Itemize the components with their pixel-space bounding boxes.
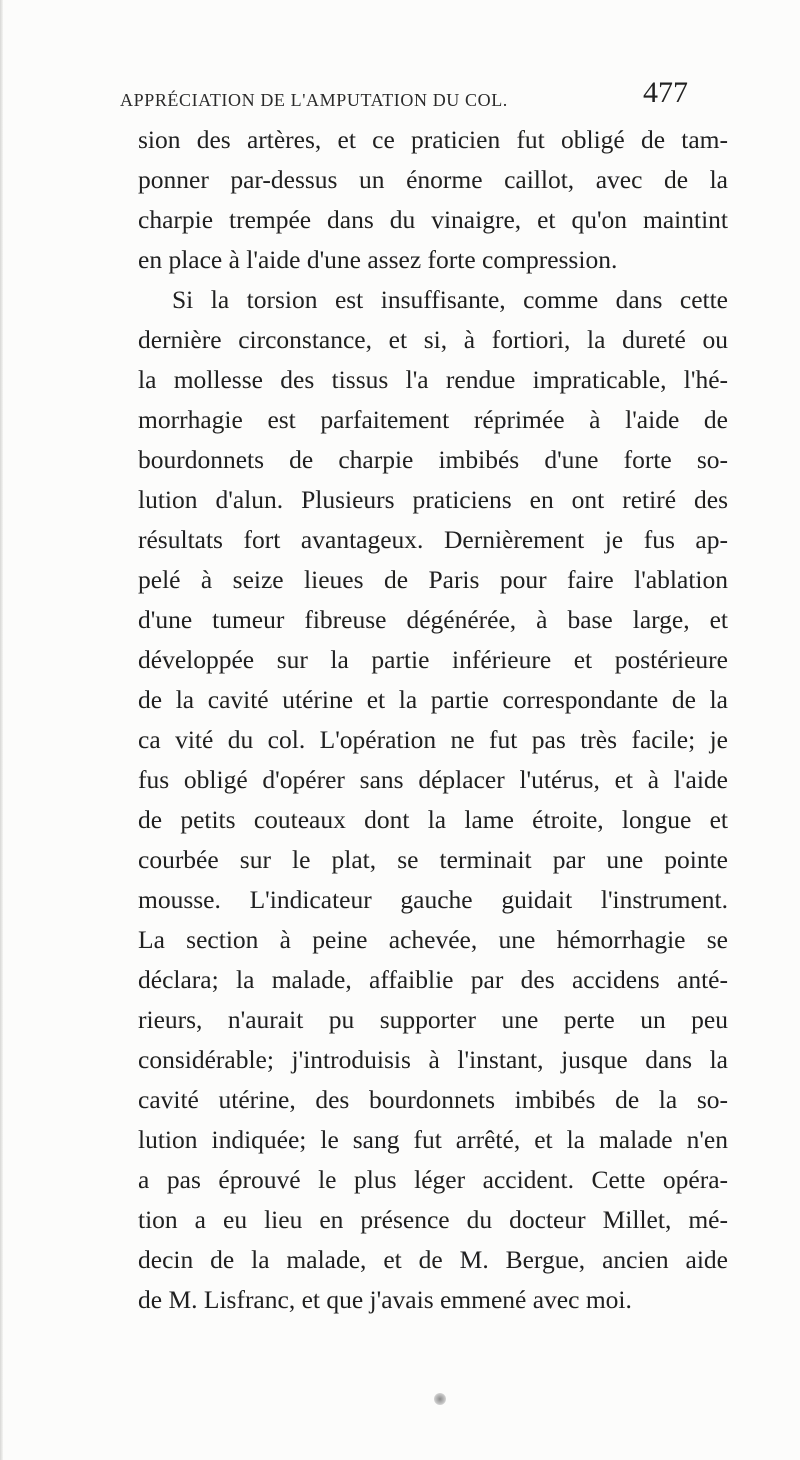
text-line: sion des artères, et ce praticien fut obligé de tam-	[138, 125, 728, 154]
text-line: La section à peine achevée, une hémorrhagie se	[138, 925, 728, 954]
text-line: ca vité du col. L'opération ne fut pas très facile; je	[138, 725, 728, 754]
text-line: a pas éprouvé le plus léger accident. Cette opéra-	[138, 1165, 728, 1194]
text-line: déclara; la malade, affaiblie par des accidens anté-	[138, 965, 728, 994]
text-line: fus obligé d'opérer sans déplacer l'utérus, et à l'aide	[138, 765, 728, 794]
text-line: la mollesse des tissus l'a rendue impraticable, l'hé-	[138, 365, 728, 394]
text-line: résultats fort avantageux. Dernièrement je fus ap-	[138, 525, 728, 554]
text-line: pelé à seize lieues de Paris pour faire l'ablation	[138, 565, 728, 594]
text-line: mousse. L'indicateur gauche guidait l'instrument.	[138, 885, 728, 914]
text-line: dernière circonstance, et si, à fortiori, la dureté ou	[138, 325, 728, 354]
page-number: 477	[643, 76, 688, 109]
page-edge-shadow	[0, 0, 3, 1460]
text-line: bourdonnets de charpie imbibés d'une forte so-	[138, 445, 728, 474]
text-line: cavité utérine, des bourdonnets imbibés de la so-	[138, 1085, 728, 1114]
text-line: Si la torsion est insuffisante, comme dans cette	[172, 285, 728, 314]
text-line: decin de la malade, et de M. Bergue, ancien aide	[138, 1245, 728, 1274]
text-line: charpie trempée dans du vinaigre, et qu'on maintint	[138, 205, 728, 234]
text-line: tion a eu lieu en présence du docteur Millet, mé-	[138, 1205, 728, 1234]
text-line: courbée sur le plat, se terminait par une pointe	[138, 845, 728, 874]
text-line: développée sur la partie inférieure et postérieure	[138, 645, 728, 674]
page-header	[120, 76, 688, 116]
running-head: APPRÉCIATION DE L'AMPUTATION DU COL.	[120, 90, 508, 110]
body-text	[138, 120, 728, 1320]
ink-spot	[434, 1393, 446, 1405]
text-line: ponner par-dessus un énorme caillot, avec de la	[138, 165, 728, 194]
text-line: d'une tumeur fibreuse dégénérée, à base large, et	[138, 605, 728, 634]
text-line: de petits couteaux dont la lame étroite, longue et	[138, 805, 728, 834]
text-line: morrhagie est parfaitement réprimée à l'aide de	[138, 405, 728, 434]
text-line: en place à l'aide d'une assez forte compression.	[138, 245, 618, 274]
text-line: de la cavité utérine et la partie correspondante de la	[138, 685, 728, 714]
text-line: lution indiquée; le sang fut arrêté, et la malade n'en	[138, 1125, 728, 1154]
text-line: rieurs, n'aurait pu supporter une perte un peu	[138, 1005, 728, 1034]
text-line: considérable; j'introduisis à l'instant, jusque dans la	[138, 1045, 728, 1074]
text-line: lution d'alun. Plusieurs praticiens en ont retiré des	[138, 485, 728, 514]
text-line: de M. Lisfranc, et que j'avais emmené avec moi.	[138, 1285, 632, 1314]
